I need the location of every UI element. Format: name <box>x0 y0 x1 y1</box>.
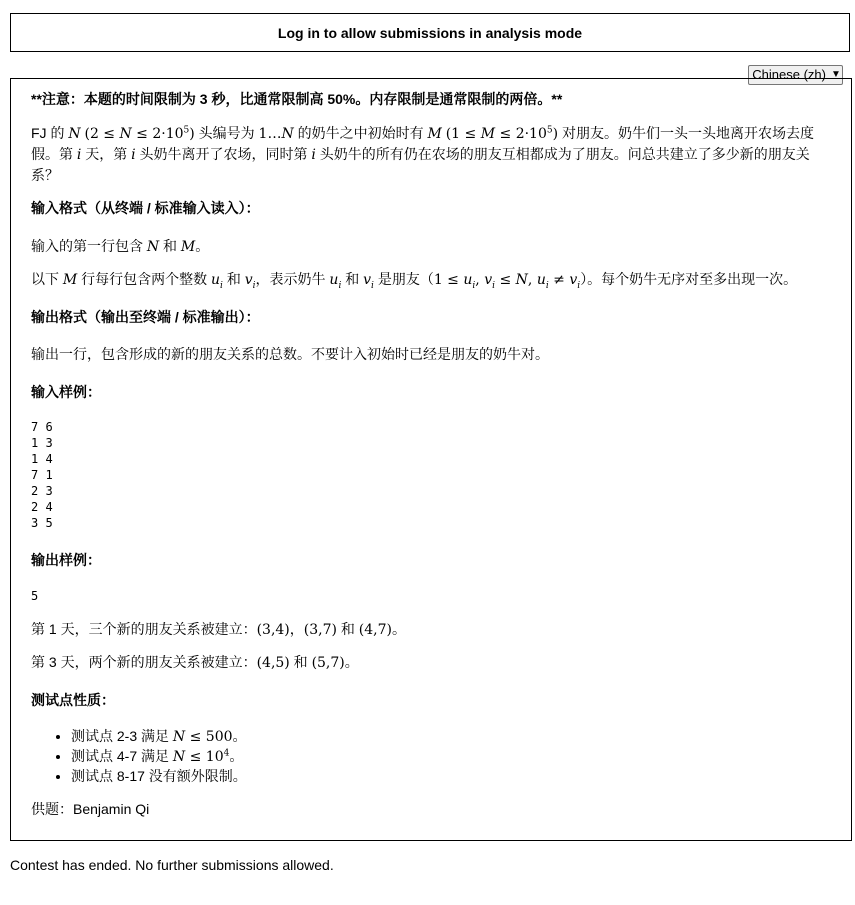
input-format-heading: 输入格式（从终端 / 标准输入读入）： <box>31 200 260 216</box>
input-line1: 输入的第一行包含 N 和 M。 <box>31 238 210 255</box>
test-cases-heading: 测试点性质： <box>31 692 115 708</box>
time-limit-note: **注意：本题的时间限制为 3 秒，比通常限制高 50%。内存限制是通常限制的两倍。** <box>31 91 563 107</box>
statement-text: FJ 的 N $(2 \le N \le 2\cdot 10^5)$ 头编号为 1…N 的奶牛之中初始时有 M $(1 \le M \le 2\cdot 10^5)$ 对朋友。奶牛们一头一头地离开农场去度假。第 i 天，第 i 头奶牛离开了农场，同时第 i 头奶牛的所有仍在农场的朋友互相都成为了朋友。问总共建立了多少新的朋友关系？ <box>31 125 814 183</box>
login-button[interactable]: Log in to allow submissions in analysis mode <box>277 24 583 41</box>
sample-output: 5 <box>31 589 39 603</box>
sample-input: 7 6 1 3 1 4 7 1 2 3 2 4 3 5 <box>31 420 53 530</box>
login-banner <box>10 13 850 52</box>
contest-status: Contest has ended. No further submissions allowed. <box>10 857 334 873</box>
list-item: • 测试点 2-3 满足 N ≤ 500。 <box>71 727 247 747</box>
list-item: • 测试点 8-17 没有额外限制。 <box>71 767 247 786</box>
explanation-day3: 第 3 天，两个新的朋友关系被建立：(4,5) 和 (5,7)。 <box>31 654 359 671</box>
input-line2: 以下 M 行每行包含两个整数 $u_i$ 和 $v_i$，表示奶牛 $u_i$ 和 $v_i$ 是朋友（$1 \le u_i$, $v_i \le N$, $u_i \ne v_i$）。每个奶牛无序对至多出现一次。 <box>31 271 798 291</box>
output-text: 输出一行，包含形成的新的朋友关系的总数。不要计入初始时已经是朋友的奶牛对。 <box>31 346 549 362</box>
subtask-list <box>31 727 247 786</box>
explanation-day1: 第 1 天，三个新的朋友关系被建立：(3,4)，(3,7) 和 (4,7)。 <box>31 621 406 638</box>
problem-statement <box>10 78 852 841</box>
sample-output-heading: 输出样例： <box>31 552 101 568</box>
language-selected: Chinese (zh) <box>752 67 826 82</box>
problem-credit: 供题：Benjamin Qi <box>31 801 150 817</box>
list-item: • 测试点 4-7 满足 $N \le 10^4$。 <box>71 747 247 767</box>
sample-input-heading: 输入样例： <box>31 384 101 400</box>
chevron-down-icon: ▼ <box>831 69 841 80</box>
output-format-heading: 输出格式（输出至终端 / 标准输出）： <box>31 309 260 325</box>
